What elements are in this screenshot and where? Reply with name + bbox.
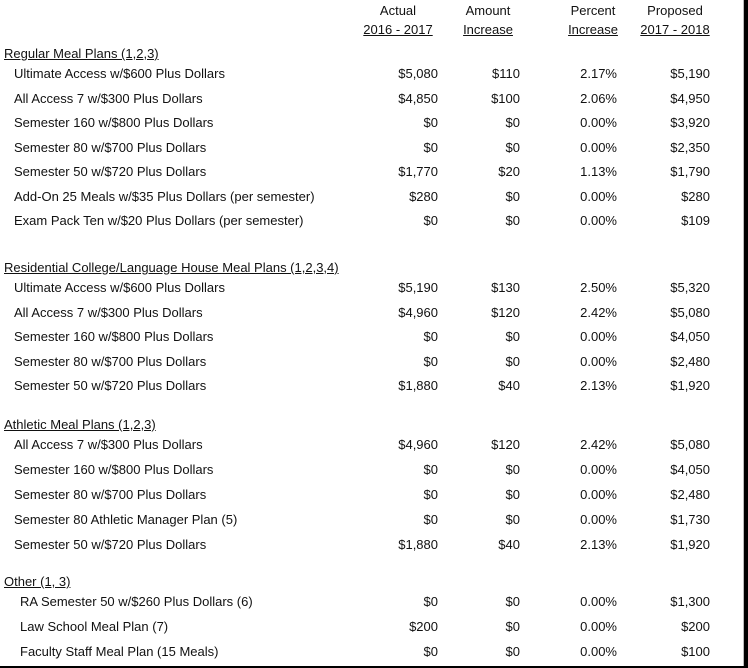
amount-increase-value: $0 [505,354,520,369]
proposed-value: $4,950 [670,91,710,106]
plan-name: Semester 160 w/$800 Plus Dollars [14,462,214,477]
amount-increase-value: $0 [505,644,520,659]
plan-name: Semester 80 w/$700 Plus Dollars [14,140,207,155]
table-row [0,374,743,398]
proposed-value: $1,920 [670,537,710,552]
table-row [0,276,743,300]
actual-value: $0 [423,213,438,228]
plan-name: Exam Pack Ten w/$20 Plus Dollars (per semester) [14,213,304,228]
percent-increase-value: 2.06% [580,91,617,106]
table-row [0,301,743,325]
amount-increase-value: $0 [505,594,520,609]
header-actual-line2: 2016 - 2017 [363,22,433,37]
amount-increase-value: $20 [498,164,520,179]
actual-value: $0 [423,462,438,477]
actual-value: $0 [423,487,438,502]
actual-value: $0 [423,140,438,155]
proposed-value: $4,050 [670,329,710,344]
header-actual [356,1,440,39]
proposed-value: $2,480 [670,354,710,369]
amount-increase-value: $120 [491,305,520,320]
table-row [0,640,743,664]
amount-increase-value: $0 [505,462,520,477]
proposed-value: $109 [681,213,710,228]
header-percent [560,1,626,39]
amount-increase-value: $0 [505,329,520,344]
percent-increase-value: 2.50% [580,280,617,295]
percent-increase-value: 0.00% [580,487,617,502]
amount-increase-value: $0 [505,189,520,204]
amount-increase-value: $110 [492,66,520,81]
actual-value: $4,960 [398,437,438,452]
percent-increase-value: 0.00% [580,329,617,344]
header-proposed-line2: 2017 - 2018 [640,22,710,37]
percent-increase-value: 2.13% [580,537,617,552]
table-row [0,185,743,209]
percent-increase-value: 0.00% [580,354,617,369]
table-row [0,87,743,111]
proposed-value: $280 [681,189,710,204]
table-row [0,62,743,86]
plan-name: Ultimate Access w/$600 Plus Dollars [14,280,225,295]
section-title: Residential College/Language House Meal Plans (1,2,3,4) [4,260,339,275]
proposed-value: $1,300 [670,594,710,609]
actual-value: $0 [423,329,438,344]
header-actual-line1: Actual [379,3,417,18]
table-row [0,615,743,639]
proposed-value: $100 [681,644,710,659]
actual-value: $280 [409,189,438,204]
proposed-value: $1,730 [670,512,710,527]
amount-increase-value: $0 [505,487,520,502]
table-row [0,160,743,184]
section-title: Athletic Meal Plans (1,2,3) [4,417,156,432]
section-title: Other (1, 3) [4,574,71,589]
plan-name: Ultimate Access w/$600 Plus Dollars [14,66,225,81]
actual-value: $5,190 [398,280,438,295]
actual-value: $4,850 [398,91,438,106]
actual-value: $4,960 [398,305,438,320]
amount-increase-value: $40 [498,537,520,552]
table-row [0,533,743,557]
percent-increase-value: 1.13% [580,164,617,179]
table-row [0,483,743,507]
actual-value: $0 [423,354,438,369]
table-row [0,111,743,135]
proposed-value: $4,050 [670,462,710,477]
plan-name: Semester 80 Athletic Manager Plan (5) [14,512,238,527]
section-title: Regular Meal Plans (1,2,3) [4,46,159,61]
proposed-value: $1,920 [670,378,710,393]
table-row [0,325,743,349]
plan-name: Semester 80 w/$700 Plus Dollars [14,487,207,502]
amount-increase-value: $0 [505,140,520,155]
percent-increase-value: 0.00% [580,462,617,477]
percent-increase-value: 0.00% [580,189,617,204]
amount-increase-value: $0 [505,115,520,130]
proposed-value: $2,480 [670,487,710,502]
proposed-value: $5,320 [670,280,710,295]
actual-value: $1,880 [398,378,438,393]
proposed-value: $1,790 [670,164,710,179]
amount-increase-value: $130 [491,280,520,295]
actual-value: $200 [409,619,438,634]
header-amount-line2: Increase [463,22,513,37]
proposed-value: $5,190 [670,66,710,81]
percent-increase-value: 2.42% [580,437,617,452]
actual-value: $0 [423,644,438,659]
table-row [0,458,743,482]
header-percent-line1: Percent [570,3,616,18]
table-row [0,508,743,532]
header-amount [452,1,524,39]
percent-increase-value: 0.00% [580,594,617,609]
plan-name: Semester 50 w/$720 Plus Dollars [14,378,207,393]
table-row [0,209,743,233]
plan-name: RA Semester 50 w/$260 Plus Dollars (6) [20,594,253,609]
amount-increase-value: $120 [491,437,520,452]
percent-increase-value: 2.17% [580,66,617,81]
header-proposed-line1: Proposed [647,3,703,18]
actual-value: $1,880 [398,537,438,552]
percent-increase-value: 0.00% [580,644,617,659]
percent-increase-value: 0.00% [580,619,617,634]
percent-increase-value: 0.00% [580,115,617,130]
plan-name: Semester 80 w/$700 Plus Dollars [14,354,207,369]
percent-increase-value: 0.00% [580,140,617,155]
table-row [0,433,743,457]
plan-name: All Access 7 w/$300 Plus Dollars [14,437,203,452]
amount-increase-value: $0 [505,512,520,527]
table-row [0,350,743,374]
table-row [0,136,743,160]
plan-name: All Access 7 w/$300 Plus Dollars [14,91,203,106]
percent-increase-value: 0.00% [580,213,617,228]
amount-increase-value: $100 [491,91,520,106]
plan-name: Semester 50 w/$720 Plus Dollars [14,537,207,552]
amount-increase-value: $0 [505,213,520,228]
header-percent-line2: Increase [568,22,618,37]
plan-name: Semester 160 w/$800 Plus Dollars [14,329,214,344]
percent-increase-value: 0.00% [580,512,617,527]
plan-name: Add-On 25 Meals w/$35 Plus Dollars (per semester) [14,189,315,204]
header-amount-line1: Amount [465,3,511,18]
actual-value: $5,080 [398,66,438,81]
proposed-value: $5,080 [670,305,710,320]
plan-name: Faculty Staff Meal Plan (15 Meals) [20,644,219,659]
amount-increase-value: $0 [505,619,520,634]
proposed-value: $5,080 [670,437,710,452]
percent-increase-value: 2.42% [580,305,617,320]
plan-name: Semester 160 w/$800 Plus Dollars [14,115,214,130]
table-row [0,590,743,614]
proposed-value: $2,350 [670,140,710,155]
proposed-value: $3,920 [670,115,710,130]
header-proposed [634,1,716,39]
plan-name: All Access 7 w/$300 Plus Dollars [14,305,203,320]
plan-name: Law School Meal Plan (7) [20,619,169,634]
actual-value: $0 [423,594,438,609]
actual-value: $0 [423,115,438,130]
actual-value: $1,770 [398,164,438,179]
percent-increase-value: 2.13% [580,378,617,393]
proposed-value: $200 [681,619,710,634]
amount-increase-value: $40 [498,378,520,393]
plan-name: Semester 50 w/$720 Plus Dollars [14,164,207,179]
actual-value: $0 [423,512,438,527]
